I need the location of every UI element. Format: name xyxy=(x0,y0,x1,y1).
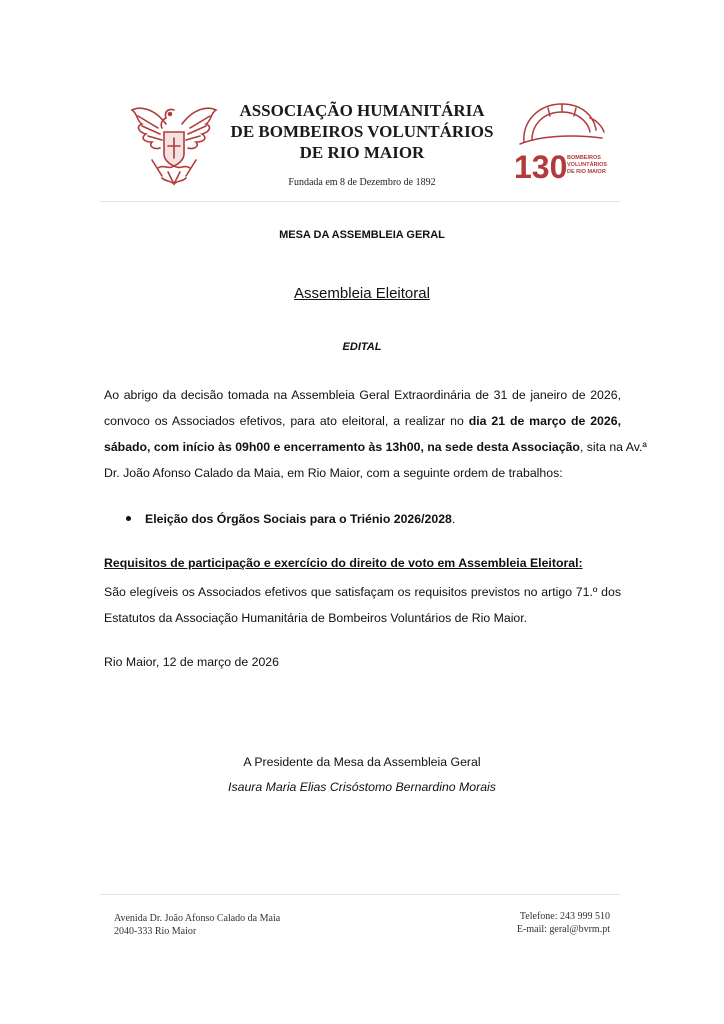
footer-contacts xyxy=(476,910,610,936)
bullet-icon xyxy=(126,516,131,521)
footer-address xyxy=(114,912,280,938)
place-and-date: Rio Maior, 12 de março de 2026 xyxy=(104,655,279,669)
document-subtitle: EDITAL xyxy=(342,341,382,353)
header-divider xyxy=(100,201,620,202)
eagle-emblem-logo xyxy=(128,98,220,190)
intro-line-4: Dr. João Afonso Calado da Maia, em Rio Maior, com a seguinte ordem de trabalhos: xyxy=(104,466,563,480)
address-line-2: 2040-333 Rio Maior xyxy=(114,926,197,937)
email-address: E-mail: geral@bvrm.pt xyxy=(516,924,610,935)
organization-name xyxy=(220,100,504,163)
requirements-paragraph xyxy=(104,579,621,631)
agenda-list-item xyxy=(126,508,455,530)
intro-paragraph xyxy=(104,382,647,486)
intro-line-2 xyxy=(104,408,621,434)
requirements-line-2: Estatutos da Associação Humanitária de Bombeiros Voluntários de Rio Maior. xyxy=(104,611,528,625)
requirements-line-1: São elegíveis os Associados efetivos que satisfaçam os requisitos previstos no artigo 71.º dos xyxy=(104,585,621,599)
address-line-1: Avenida Dr. João Afonso Calado da Maia xyxy=(114,913,281,924)
org-name-line-3: DE RIO MAIOR xyxy=(299,143,425,162)
event-schedule-location: sábado, com início às 09h00 e encerramento às 13h00, na sede desta Associação xyxy=(104,440,580,454)
section-heading: MESA DA ASSEMBLEIA GERAL xyxy=(279,229,445,241)
org-name-line-1: ASSOCIAÇÃO HUMANITÁRIA xyxy=(239,101,485,120)
intro-line-1: Ao abrigo da decisão tomada na Assembleia Geral Extraordinária de 31 de janeiro de 2026, xyxy=(104,388,621,402)
intro-line-2-text: convoco os Associados efetivos, para ato eleitoral, a realizar no xyxy=(104,414,469,428)
requirements-heading: Requisitos de participação e exercício do direito de voto em Assembleia Eleitoral: xyxy=(104,556,583,570)
intro-line-3 xyxy=(104,434,647,460)
phone-number: Telefone: 243 999 510 xyxy=(519,911,610,922)
anniversary-text-line-2: VOLUNTÁRIOS xyxy=(567,162,608,168)
anniversary-text-line-1: BOMBEIROS xyxy=(567,155,601,161)
founded-date: Fundada em 8 de Dezembro de 1892 xyxy=(288,177,436,188)
signatory-role: A Presidente da Mesa da Assembleia Geral xyxy=(243,755,481,769)
anniversary-130-logo xyxy=(510,96,610,184)
signatory-name: Isaura Maria Elias Crisóstomo Bernardino Morais xyxy=(228,780,496,794)
intro-line-3-text: , sita na Av.ª xyxy=(579,440,647,454)
org-name-line-2: DE BOMBEIROS VOLUNTÁRIOS xyxy=(230,122,494,141)
footer-divider xyxy=(100,894,620,895)
document-title: Assembleia Eleitoral xyxy=(294,285,430,302)
anniversary-number: 130 xyxy=(514,149,568,184)
agenda-item-end: . xyxy=(451,512,456,526)
anniversary-text-line-3: DE RIO MAIOR xyxy=(567,169,606,175)
event-date: dia 21 de março de 2026, xyxy=(468,414,621,428)
agenda-item-text: Eleição dos Órgãos Sociais para o Triénio 2026/2028 xyxy=(145,512,452,526)
